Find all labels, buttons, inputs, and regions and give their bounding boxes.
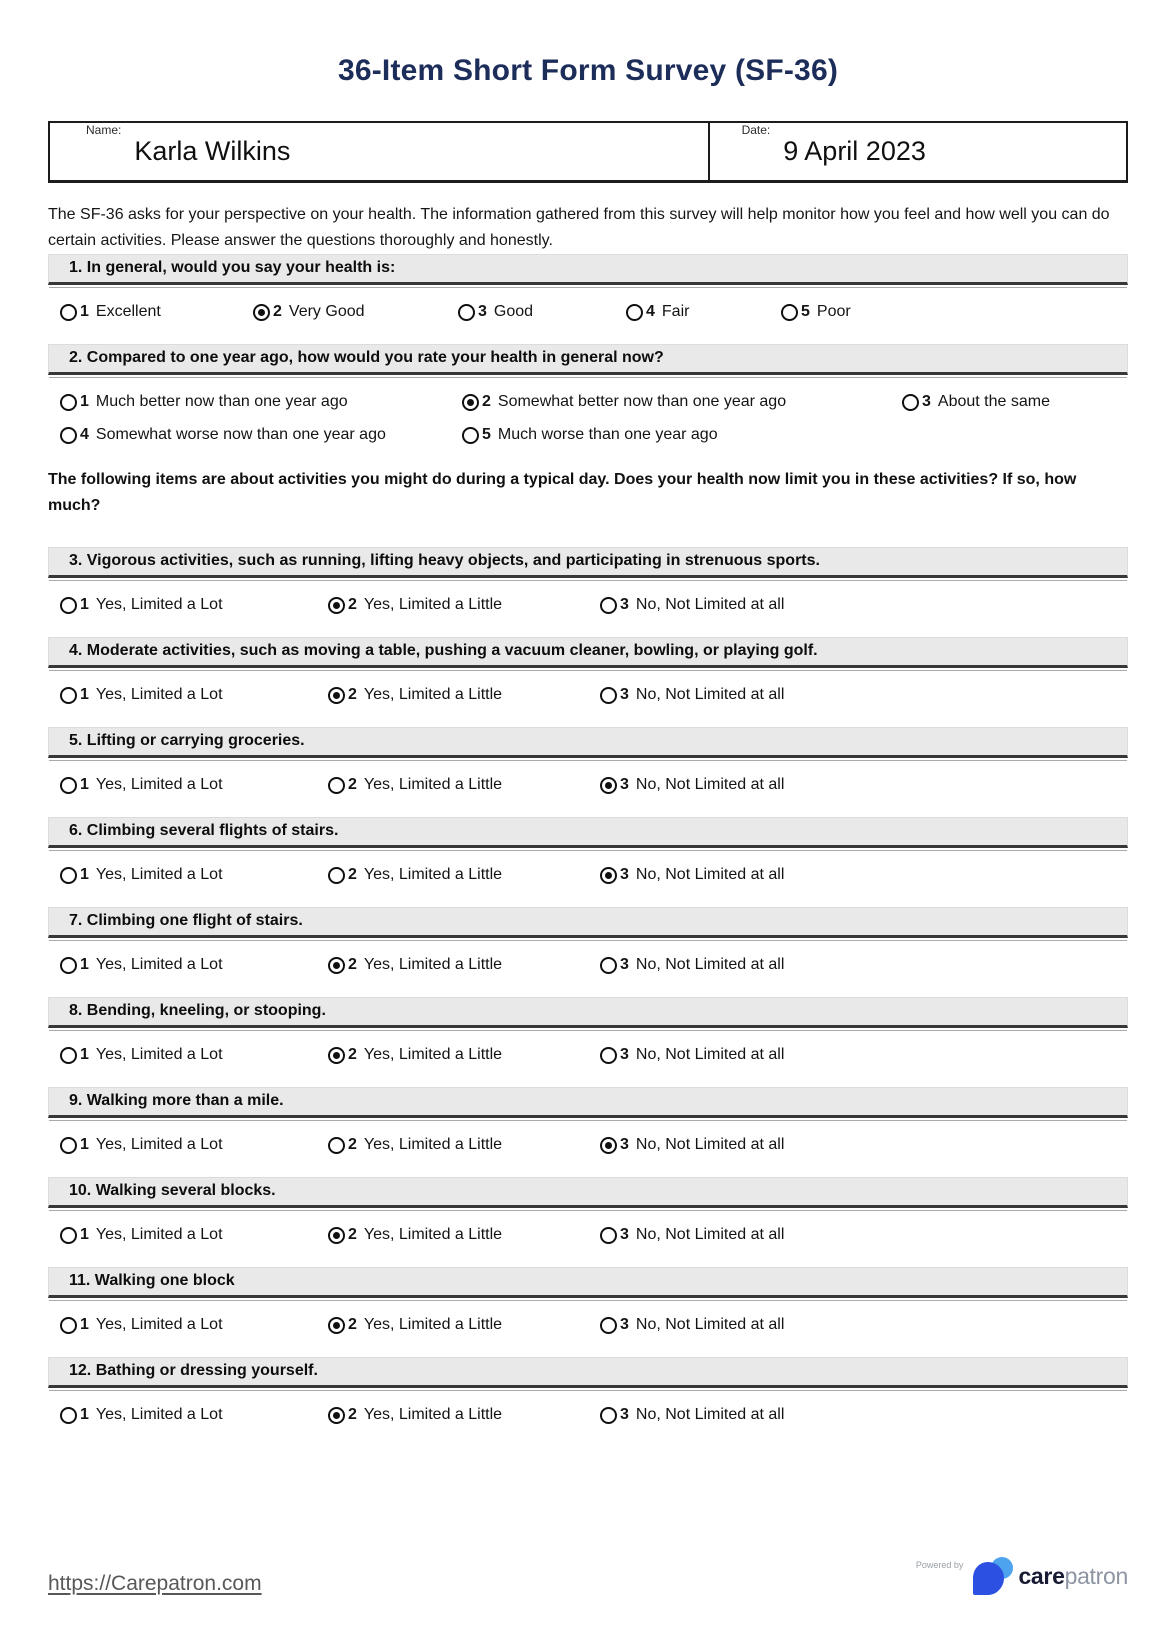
question-9-option-1[interactable] [60, 1136, 328, 1154]
question-2-option-5[interactable] [462, 426, 718, 444]
question-8 [48, 997, 1128, 1064]
option-number: 4 [80, 426, 89, 443]
option-number: 4 [646, 303, 655, 320]
option-number: 1 [80, 686, 89, 703]
question-6 [48, 817, 1128, 884]
option-label: Very Good [288, 303, 365, 320]
radio-icon[interactable] [60, 687, 77, 704]
brand-patron-text: patron [1064, 1563, 1128, 1589]
option-label: Yes, Limited a Little [363, 1406, 503, 1423]
radio-icon[interactable] [60, 957, 77, 974]
option-number: 2 [348, 1226, 357, 1243]
radio-icon[interactable] [600, 687, 617, 704]
option-label: Yes, Limited a Lot [95, 596, 223, 613]
question-2 [48, 344, 1128, 444]
option-number: 1 [80, 596, 89, 613]
patient-info-box [48, 121, 1128, 183]
option-label: No, Not Limited at all [635, 776, 785, 793]
option-label: No, Not Limited at all [635, 1406, 785, 1423]
name-field[interactable] [50, 123, 710, 180]
radio-icon[interactable] [60, 427, 77, 444]
option-label: Yes, Limited a Lot [95, 1226, 223, 1243]
question-options [60, 303, 1128, 321]
question-10-option-1[interactable] [60, 1226, 328, 1244]
option-label: Yes, Limited a Lot [95, 1316, 223, 1333]
option-number: 2 [348, 776, 357, 793]
page-title: 36-Item Short Form Survey (SF-36) [337, 54, 839, 87]
question-2-option-2[interactable] [462, 393, 902, 411]
radio-selected-icon[interactable] [462, 394, 479, 411]
questions-top [48, 254, 1128, 444]
question-header [48, 817, 1128, 848]
intro-text: The SF-36 asks for your perspective on your health. The information gathered from this survey will help monitor how you feel and how well you can do certain activities. Please answer the questions thoroughly and honestly. [48, 206, 1110, 249]
option-label: No, Not Limited at all [635, 1046, 785, 1063]
option-label: Excellent [95, 303, 161, 320]
option-number: 3 [620, 1316, 629, 1333]
option-number: 2 [273, 303, 282, 320]
radio-icon[interactable] [60, 777, 77, 794]
question-11-option-1[interactable] [60, 1316, 328, 1334]
question-6-option-2[interactable] [328, 866, 600, 884]
option-label: Yes, Limited a Lot [95, 1046, 223, 1063]
radio-icon[interactable] [328, 1137, 345, 1154]
option-number: 2 [348, 1046, 357, 1063]
question-7-option-3[interactable] [600, 956, 784, 974]
question-4 [48, 637, 1128, 704]
radio-selected-icon[interactable] [328, 1047, 345, 1064]
question-options [60, 1136, 1128, 1154]
question-11-option-3[interactable] [600, 1316, 784, 1334]
option-number: 3 [620, 1046, 629, 1063]
question-9-option-2[interactable] [328, 1136, 600, 1154]
option-number: 2 [348, 956, 357, 973]
question-6-option-3[interactable] [600, 866, 784, 884]
question-heading: 2. Compared to one year ago, how would you rate your health in general now? [69, 349, 664, 366]
brand-care-text: care [1018, 1563, 1065, 1589]
question-9-option-3[interactable] [600, 1136, 784, 1154]
question-1-option-2[interactable] [253, 303, 458, 321]
radio-icon[interactable] [902, 394, 919, 411]
question-2-option-3[interactable] [902, 393, 1128, 411]
option-label: Yes, Limited a Little [363, 1226, 503, 1243]
option-number: 5 [801, 303, 810, 320]
question-options [60, 956, 1128, 974]
radio-icon[interactable] [328, 867, 345, 884]
question-options [60, 393, 1128, 444]
option-number: 1 [80, 1136, 89, 1153]
question-options [60, 1046, 1128, 1064]
question-header [48, 1267, 1128, 1298]
option-label: About the same [937, 393, 1050, 410]
radio-icon[interactable] [60, 1317, 77, 1334]
radio-icon[interactable] [600, 1317, 617, 1334]
option-label: Yes, Limited a Lot [95, 866, 223, 883]
option-label: No, Not Limited at all [635, 1226, 785, 1243]
question-header [48, 547, 1128, 578]
question-heading: 9. Walking more than a mile. [69, 1092, 284, 1109]
radio-selected-icon[interactable] [253, 304, 270, 321]
question-options [60, 776, 1128, 794]
question-options [60, 866, 1128, 884]
questions-bottom [48, 547, 1128, 1424]
question-9 [48, 1087, 1128, 1154]
date-value[interactable]: 9 April 2023 [783, 136, 926, 166]
option-label: Yes, Limited a Lot [95, 1406, 223, 1423]
question-12-option-3[interactable] [600, 1406, 784, 1424]
question-12-option-2[interactable] [328, 1406, 600, 1424]
option-label: No, Not Limited at all [635, 1316, 785, 1333]
option-number: 3 [620, 1406, 629, 1423]
question-heading: 12. Bathing or dressing yourself. [69, 1362, 318, 1379]
radio-icon[interactable] [781, 304, 798, 321]
option-number: 1 [80, 866, 89, 883]
question-6-option-1[interactable] [60, 866, 328, 884]
radio-selected-icon[interactable] [600, 777, 617, 794]
question-11-option-2[interactable] [328, 1316, 600, 1334]
option-number: 3 [620, 866, 629, 883]
carepatron-link[interactable]: https://Carepatron.com [48, 1572, 262, 1595]
radio-icon[interactable] [600, 1407, 617, 1424]
radio-icon[interactable] [60, 1047, 77, 1064]
option-number: 1 [80, 956, 89, 973]
radio-icon[interactable] [328, 777, 345, 794]
name-value[interactable]: Karla Wilkins [134, 136, 291, 166]
question-5-option-3[interactable] [600, 776, 784, 794]
option-number: 2 [348, 866, 357, 883]
question-12-option-1[interactable] [60, 1406, 328, 1424]
question-1-option-4[interactable] [626, 303, 781, 321]
question-header [48, 637, 1128, 668]
question-header [48, 254, 1128, 285]
option-number: 5 [482, 426, 491, 443]
question-header [48, 1177, 1128, 1208]
radio-icon[interactable] [60, 1227, 77, 1244]
radio-selected-icon[interactable] [328, 687, 345, 704]
question-header [48, 1087, 1128, 1118]
date-label: Date: [741, 123, 771, 137]
powered-by-label: Powered by [915, 1560, 964, 1570]
option-label: Poor [816, 303, 851, 320]
page-footer [48, 1555, 1128, 1596]
question-1-option-1[interactable] [60, 303, 253, 321]
option-number: 3 [478, 303, 487, 320]
question-12 [48, 1357, 1128, 1424]
option-label: No, Not Limited at all [635, 1136, 785, 1153]
name-label: Name: [86, 123, 122, 137]
question-4-option-2[interactable] [328, 686, 600, 704]
option-label: No, Not Limited at all [635, 956, 785, 973]
option-label: No, Not Limited at all [635, 596, 785, 613]
radio-icon[interactable] [626, 304, 643, 321]
option-label: No, Not Limited at all [635, 686, 785, 703]
question-2-option-4[interactable] [60, 426, 462, 444]
question-8-option-1[interactable] [60, 1046, 328, 1064]
question-2-option-1[interactable] [60, 393, 462, 411]
question-heading: 7. Climbing one flight of stairs. [69, 912, 303, 929]
question-heading: 4. Moderate activities, such as moving a table, pushing a vacuum cleaner, bowling, or playing golf. [69, 642, 818, 659]
question-8-option-3[interactable] [600, 1046, 784, 1064]
carepatron-logo-icon [973, 1555, 1013, 1596]
option-label: Fair [661, 303, 690, 320]
question-heading: 3. Vigorous activities, such as running, lifting heavy objects, and participating in strenuous sports. [69, 552, 820, 569]
question-heading: 5. Lifting or carrying groceries. [69, 732, 305, 749]
question-4-option-3[interactable] [600, 686, 784, 704]
option-number: 3 [620, 1226, 629, 1243]
question-header [48, 907, 1128, 938]
option-label: Yes, Limited a Little [363, 1046, 503, 1063]
option-number: 1 [80, 1226, 89, 1243]
option-label: Yes, Limited a Little [363, 1136, 503, 1153]
option-number: 2 [482, 393, 491, 410]
question-10-option-2[interactable] [328, 1226, 600, 1244]
radio-selected-icon[interactable] [328, 597, 345, 614]
radio-icon[interactable] [60, 394, 77, 411]
radio-icon[interactable] [60, 1407, 77, 1424]
option-number: 1 [80, 303, 89, 320]
question-5-option-1[interactable] [60, 776, 328, 794]
radio-selected-icon[interactable] [328, 1317, 345, 1334]
option-label: Yes, Limited a Lot [95, 1136, 223, 1153]
option-number: 1 [80, 393, 89, 410]
question-8-option-2[interactable] [328, 1046, 600, 1064]
radio-selected-icon[interactable] [600, 1137, 617, 1154]
option-number: 2 [348, 1406, 357, 1423]
radio-icon[interactable] [600, 1227, 617, 1244]
radio-selected-icon[interactable] [328, 1227, 345, 1244]
question-4-option-1[interactable] [60, 686, 328, 704]
question-heading: 11. Walking one block [69, 1272, 235, 1289]
question-3 [48, 547, 1128, 614]
question-options [60, 596, 1128, 614]
option-label: Yes, Limited a Little [363, 866, 503, 883]
question-3-option-3[interactable] [600, 596, 784, 614]
option-label: No, Not Limited at all [635, 866, 785, 883]
option-number: 1 [80, 776, 89, 793]
option-number: 3 [620, 956, 629, 973]
option-label: Yes, Limited a Little [363, 776, 503, 793]
carepatron-brand [916, 1555, 1128, 1596]
question-options [60, 1316, 1128, 1334]
question-heading: 8. Bending, kneeling, or stooping. [69, 1002, 326, 1019]
radio-icon[interactable] [60, 597, 77, 614]
question-5-option-2[interactable] [328, 776, 600, 794]
activities-note: The following items are about activities you might do during a typical day. Does your health now limit you in these activities? If so, how much? [48, 471, 1077, 514]
radio-icon[interactable] [60, 304, 77, 321]
option-label: Somewhat worse now than one year ago [95, 426, 386, 443]
option-label: Yes, Limited a Little [363, 956, 503, 973]
question-7-option-1[interactable] [60, 956, 328, 974]
option-label: Yes, Limited a Little [363, 596, 503, 613]
option-label: Much better now than one year ago [95, 393, 348, 410]
question-heading: 6. Climbing several flights of stairs. [69, 822, 339, 839]
question-header [48, 997, 1128, 1028]
question-11 [48, 1267, 1128, 1334]
radio-selected-icon[interactable] [328, 1407, 345, 1424]
question-heading: 10. Walking several blocks. [69, 1182, 276, 1199]
question-heading: 1. In general, would you say your health is: [69, 259, 396, 276]
question-header [48, 1357, 1128, 1388]
radio-icon[interactable] [60, 1137, 77, 1154]
question-1 [48, 254, 1128, 321]
question-1-option-3[interactable] [458, 303, 626, 321]
option-number: 2 [348, 1316, 357, 1333]
option-label: Yes, Limited a Lot [95, 776, 223, 793]
radio-icon[interactable] [462, 427, 479, 444]
radio-icon[interactable] [60, 867, 77, 884]
question-5 [48, 727, 1128, 794]
question-1-option-5[interactable] [781, 303, 851, 321]
option-number: 3 [620, 686, 629, 703]
carepatron-wordmark [1018, 1556, 1128, 1596]
question-10-option-3[interactable] [600, 1226, 784, 1244]
option-label: Much worse than one year ago [497, 426, 718, 443]
question-10 [48, 1177, 1128, 1244]
question-options [60, 1406, 1128, 1424]
option-number: 1 [80, 1406, 89, 1423]
option-label: Yes, Limited a Lot [95, 686, 223, 703]
question-options [60, 1226, 1128, 1244]
option-label: Somewhat better now than one year ago [497, 393, 787, 410]
option-number: 2 [348, 686, 357, 703]
question-header [48, 344, 1128, 375]
option-number: 3 [620, 1136, 629, 1153]
radio-icon[interactable] [600, 1047, 617, 1064]
option-label: Yes, Limited a Little [363, 1316, 503, 1333]
option-label: Yes, Limited a Lot [95, 956, 223, 973]
option-number: 3 [620, 596, 629, 613]
option-number: 3 [620, 776, 629, 793]
option-number: 1 [80, 1046, 89, 1063]
question-3-option-2[interactable] [328, 596, 600, 614]
question-3-option-1[interactable] [60, 596, 328, 614]
option-label: Yes, Limited a Little [363, 686, 503, 703]
radio-selected-icon[interactable] [328, 957, 345, 974]
option-number: 2 [348, 596, 357, 613]
option-label: Good [493, 303, 534, 320]
option-number: 2 [348, 1136, 357, 1153]
question-header [48, 727, 1128, 758]
question-7-option-2[interactable] [328, 956, 600, 974]
question-7 [48, 907, 1128, 974]
radio-icon[interactable] [600, 957, 617, 974]
date-field[interactable] [710, 123, 1126, 180]
option-number: 1 [80, 1316, 89, 1333]
radio-icon[interactable] [458, 304, 475, 321]
option-number: 3 [922, 393, 931, 410]
radio-selected-icon[interactable] [600, 867, 617, 884]
question-options [60, 686, 1128, 704]
radio-icon[interactable] [600, 597, 617, 614]
